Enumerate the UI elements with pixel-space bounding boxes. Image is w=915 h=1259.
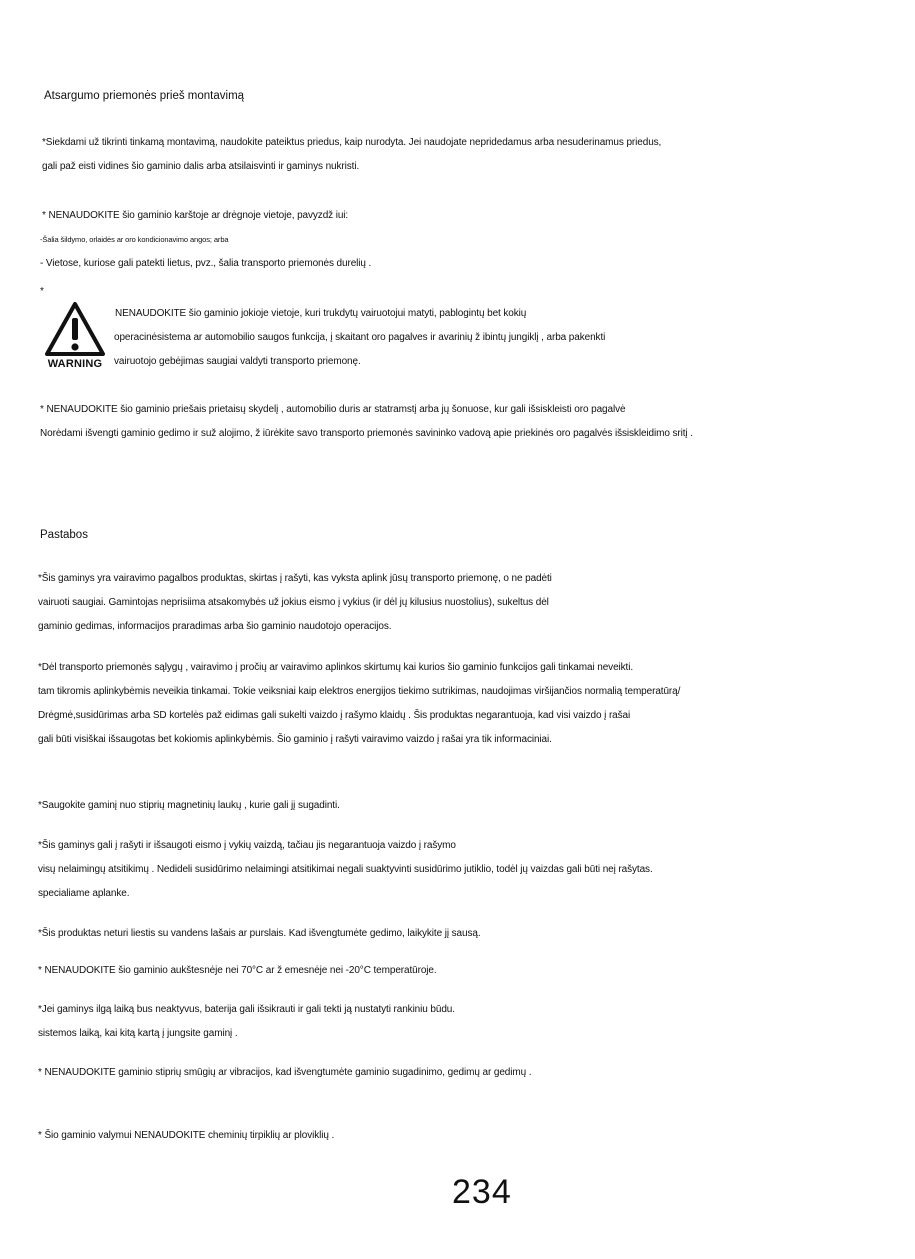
paragraph-line: visų nelaimingų atsitikimų . Nedideli susidūrimo nelaimingi atsitikimai negali suaktyvinti susidūrimo jutiklio, todėl jų vaizdas gali būti neį rašytas.	[38, 864, 653, 875]
paragraph-line: * NENAUDOKITE šio gaminio karštoje ar drėgnoje vietoje, pavyzdž iui:	[42, 210, 349, 221]
paragraph-line: *Šis gaminys yra vairavimo pagalbos produktas, skirtas į rašyti, kas vyksta aplink jūsų transporto priemonę, o ne padėti	[38, 573, 552, 584]
paragraph-line: vairuotojo gebėjimas saugiai valdyti transporto priemonę.	[114, 356, 361, 367]
paragraph-line: operacinėsistema ar automobilio saugos funkcija, į skaitant oro pagalves ir avarinių ž ibintų jungiklį , arba pakenkti	[114, 332, 606, 343]
paragraph-line: * NENAUDOKITE šio gaminio priešais prietaisų skydelį , automobilio duris ar statramstį arba jų šonuose, kur gali išsiskleisti oro pagalvė	[40, 404, 626, 415]
paragraph-line: gaminio gedimas, informacijos praradimas arba šio gaminio naudotojo operacijos.	[38, 621, 392, 632]
paragraph-line: *Šis produktas neturi liestis su vandens lašais ar purslais. Kad išvengtumėte gedimo, laikykite jį sausą.	[38, 928, 481, 939]
paragraph-line: sistemos laiką, kai kitą kartą į jungsite gaminį .	[38, 1028, 238, 1039]
paragraph-line: *Saugokite gaminį nuo stiprių magnetinių laukų , kurie gali jį sugadinti.	[38, 800, 340, 811]
paragraph-line: * Šio gaminio valymui NENAUDOKITE cheminių tirpiklių ar ploviklių .	[38, 1130, 335, 1141]
paragraph-line: gali būti visiškai išsaugotas bet kokiomis aplinkybėmis. Šio gaminio į rašyti vairavimo vaizdo į rašai yra tik informaciniai.	[38, 734, 552, 745]
paragraph-line: Drėgmė,susidūrimas arba SD kortelės paž eidimas gali sukelti vaizdo į rašymo klaidų . Šis produktas negarantuoja, kad visi vaizdo į rašai	[38, 710, 631, 721]
paragraph-line: specialiame aplanke.	[38, 888, 130, 899]
paragraph-line: *Jei gaminys ilgą laiką bus neaktyvus, baterija gali išsikrauti ir gali tekti ją nustatyti rankiniu būdu.	[38, 1004, 455, 1015]
paragraph-line: NENAUDOKITE šio gaminio jokioje vietoje, kuri trukdytų vairuotojui matyti, pablogintų bet kokių	[115, 308, 527, 319]
paragraph-line: -Šalia šildymo, orlaidės ar oro kondicionavimo angos; arba	[40, 235, 229, 244]
bullet-star: *	[40, 286, 44, 297]
paragraph-line: *Šis gaminys gali į rašyti ir išsaugoti eismo į vykių vaizdą, tačiau jis negarantuoja vaizdo į rašymo	[38, 840, 456, 851]
paragraph-line: tam tikromis aplinkybėmis neveikia tinkamai. Tokie veiksniai kaip elektros energijos tiekimo sutrikimas, naudojimas viršijančios normalią temperatūrą/	[38, 686, 681, 697]
page-number: 234	[452, 1173, 512, 1211]
paragraph-line: * NENAUDOKITE šio gaminio aukštesnėje nei 70°C ar ž emesnėje nei -20°C temperatūroje.	[38, 965, 437, 976]
warning-sign	[44, 300, 106, 372]
warning-label: WARNING	[47, 358, 103, 370]
paragraph-line: * NENAUDOKITE gaminio stiprių smūgių ar vibracijos, kad išvengtumėte gaminio sugadinimo, gedimų ar gedimų .	[38, 1067, 532, 1078]
paragraph-line: Norėdami išvengti gaminio gedimo ir suž alojimo, ž iūrėkite savo transporto priemonės savininko vadovą apie priekinės oro pagalvės išsiskleidimo sritį .	[40, 428, 693, 439]
paragraph-line: *Siekdami už tikrinti tinkamą montavimą, naudokite pateiktus priedus, kaip nurodyta. Jei naudojate nepridedamus arba nesuderinamus priedus,	[42, 137, 662, 148]
paragraph-line: *Dėl transporto priemonės sąlygų , vairavimo į pročių ar vairavimo aplinkos skirtumų kai kurios šio gaminio funkcijos gali tinkamai neveikti.	[38, 662, 634, 673]
section-heading-notes: Pastabos	[40, 529, 88, 541]
paragraph-line: - Vietose, kuriose gali patekti lietus, pvz., šalia transporto priemonės durelių .	[40, 258, 372, 269]
paragraph-line: vairuoti saugiai. Gamintojas neprisiima atsakomybės už jokius eismo į vykius (ir dėl jų kilusius nuostolius), sukeltus dėl	[38, 597, 549, 608]
paragraph-line: gali paž eisti vidines šio gaminio dalis arba atsilaisvinti ir gaminys nukristi.	[42, 161, 360, 172]
warning-triangle-icon	[44, 300, 106, 358]
section-heading-precautions: Atsargumo priemonės prieš montavimą	[44, 90, 245, 102]
